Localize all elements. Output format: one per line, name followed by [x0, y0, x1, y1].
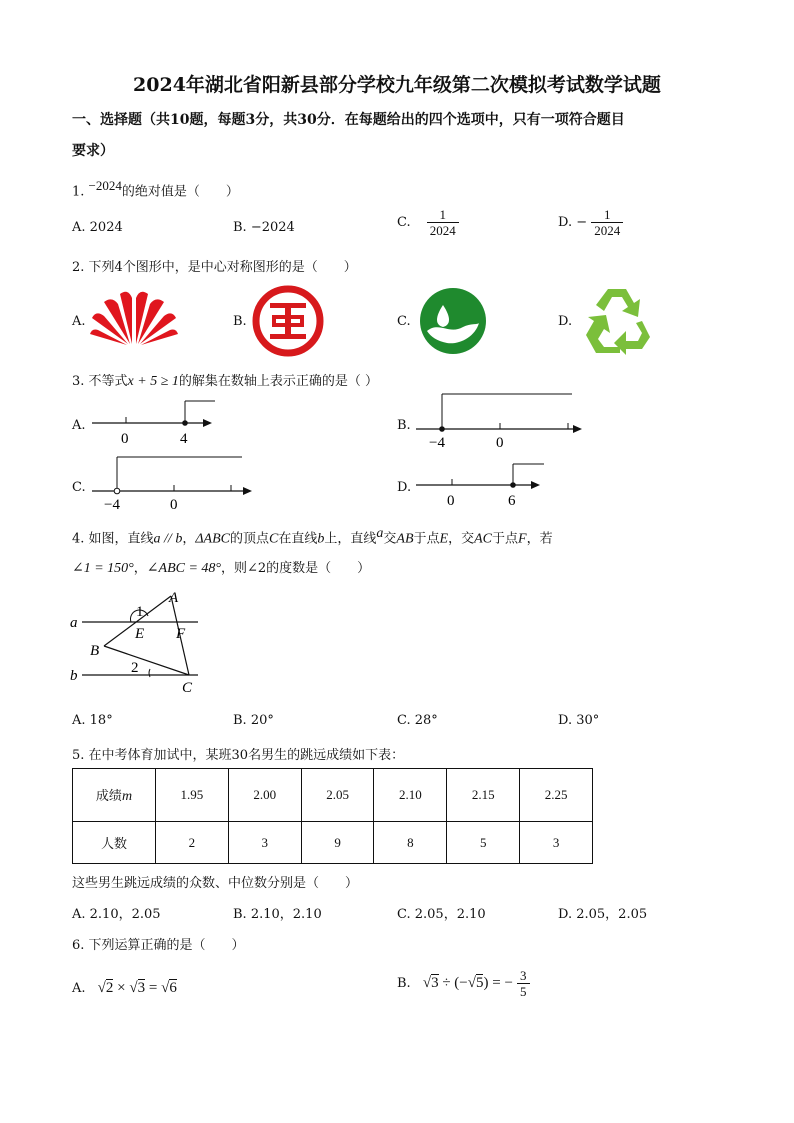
q3-option-a-label[interactable]: A. [72, 418, 86, 433]
question-1 [72, 178, 239, 199]
q4-math: AC [474, 531, 493, 547]
q5-option-a[interactable]: A. 2.10，2.05 [72, 907, 161, 922]
q1-option-c-label: C. [397, 215, 411, 230]
question-5: 5. 在中考体育加试中，某班30名男生的跳远成绩如下表： [72, 748, 405, 763]
fraction-numerator: 3 [517, 968, 530, 984]
q4-option-a[interactable]: A. 18° [72, 713, 113, 728]
operator: = [145, 980, 162, 996]
page-title: 2024年湖北省阳新县部分学校九年级第二次模拟考试数学试题 [133, 74, 661, 96]
fraction-numerator: 1 [427, 207, 459, 223]
q3-option-c-label[interactable]: C. [72, 480, 86, 495]
table-cell: 2.10 [374, 769, 447, 822]
q5-option-c[interactable]: C. 2.05，2.10 [397, 907, 486, 922]
radicand: 2 [105, 980, 114, 996]
angle-2-label: 2 [131, 660, 139, 676]
q4-geometry-figure [68, 586, 208, 698]
point-c-label: C [182, 680, 193, 696]
sqrt-symbol-icon: √ [129, 980, 138, 996]
q4-text: 4. 如图，直线 [72, 531, 154, 547]
q3-option-d-label[interactable]: D. [397, 480, 412, 495]
table-cell: 3 [228, 822, 301, 864]
q3-option-b-label[interactable]: B. [397, 418, 411, 433]
q6-option-b-fraction [517, 968, 530, 999]
line-b-label: b [70, 668, 78, 684]
operator: ÷ (− [438, 975, 468, 991]
radicand: 3 [137, 980, 146, 996]
icbc-logo-icon[interactable] [252, 285, 324, 357]
q5-after-text: 这些男生跳远成绩的众数、中位数分别是（ ） [72, 876, 359, 891]
q3-option-a-numberline[interactable] [90, 398, 220, 450]
radicand: 3 [431, 975, 439, 991]
table-header-cell: 人数 [73, 822, 156, 864]
q4-option-b[interactable]: B. 20° [233, 713, 274, 728]
radicand: 6 [169, 980, 177, 996]
sqrt-symbol-icon: √ [422, 975, 432, 991]
table-cell: 2 [156, 822, 229, 864]
question-4-line2 [72, 557, 370, 577]
q4-text: 的顶点 [230, 531, 270, 547]
sqrt-symbol-icon: √ [467, 975, 476, 991]
tick-label: 0 [496, 435, 504, 450]
q2-option-b-label[interactable]: B. [233, 314, 247, 329]
fraction-denominator: 2024 [429, 223, 456, 238]
table-cell: 1.95 [156, 769, 229, 822]
fraction-denominator: 2024 [594, 223, 621, 238]
score-table [72, 768, 593, 864]
table-cell: 2.05 [301, 769, 374, 822]
q5-option-b[interactable]: B. 2.10，2.10 [233, 907, 322, 922]
operator: × [113, 980, 130, 996]
radicand: 5 [475, 975, 484, 991]
q6-option-b[interactable] [397, 968, 530, 999]
q2-option-c-label[interactable]: C. [397, 314, 411, 329]
q6-option-a-label: A. [72, 981, 86, 996]
table-cell: 8 [374, 822, 447, 864]
q4-text: ，交 [448, 531, 475, 547]
angle-1-label: 1 [136, 604, 144, 620]
q4-text: ，则∠2的度数是（ ） [221, 561, 371, 576]
question-6: 6. 下列运算正确的是（ ） [72, 938, 245, 953]
tick-label: −4 [104, 497, 120, 513]
q4-text: 于点 [492, 531, 519, 547]
q4-angle-1: ∠1 = 150° [72, 561, 134, 576]
table-cell: 2.00 [228, 769, 301, 822]
green-water-logo-icon[interactable] [419, 287, 487, 355]
q4-text: ，若 [526, 531, 553, 547]
q6-option-a[interactable] [72, 980, 177, 997]
q4-math: F [518, 531, 527, 547]
tick-label: 0 [121, 431, 129, 447]
q4-text: 上，直线 [324, 531, 377, 547]
q3-option-d-numberline[interactable] [414, 460, 549, 512]
section-heading-line1: 一、选择题（共10题，每题3分，共30分．在每题给出的四个选项中，只有一项符合题目 [72, 112, 625, 128]
table-header-cell [73, 769, 156, 822]
q1-option-c[interactable] [397, 207, 459, 238]
q4-math: E [439, 531, 449, 547]
fraction-denominator: 5 [520, 984, 527, 999]
point-f-label: F [176, 626, 186, 642]
q3-option-c-numberline[interactable] [90, 452, 260, 514]
fraction-numerator: 1 [591, 207, 623, 223]
point-e-label: E [135, 626, 145, 642]
q1-option-a[interactable]: A. 2024 [72, 220, 123, 235]
q1-option-d[interactable] [558, 207, 623, 238]
q4-angle-abc: ∠ABC = 48° [146, 561, 222, 576]
q5-option-d[interactable]: D. 2.05，2.05 [558, 907, 648, 922]
q1-number: 1. [72, 184, 85, 200]
table-row [73, 822, 593, 864]
q1-option-d-label: D. − [558, 215, 588, 230]
table-cell: 9 [301, 822, 374, 864]
table-cell: 2.15 [447, 769, 520, 822]
table-row [73, 769, 593, 822]
q4-math: AB [396, 531, 414, 547]
q4-math: b [317, 531, 325, 547]
row-head-text: 成绩 [95, 788, 122, 803]
table-cell: 2.25 [520, 769, 593, 822]
tick-label: −4 [429, 435, 445, 450]
q4-math: a // b [153, 531, 183, 547]
q4-option-d[interactable]: D. 30° [558, 713, 600, 728]
q4-text: 在直线 [278, 531, 318, 547]
huawei-logo-icon[interactable] [90, 288, 178, 346]
tick-label: 0 [170, 497, 178, 513]
recycle-logo-icon[interactable] [582, 285, 654, 355]
q4-math: a [376, 526, 384, 541]
tick-label: 4 [180, 431, 188, 447]
sqrt-symbol-icon: √ [161, 980, 170, 996]
q1-expression: −2024 [88, 178, 122, 193]
q4-text: 交 [383, 531, 397, 547]
point-a-label: A [169, 590, 179, 606]
q3-option-b-numberline[interactable] [414, 390, 589, 450]
section-heading-line2: 要求） [72, 143, 114, 159]
question-3 [72, 370, 378, 390]
q4-option-c[interactable]: C. 28° [397, 713, 438, 728]
q4-text: ， [133, 561, 147, 576]
q3-text-pre: 3. 不等式 [72, 374, 128, 389]
operator: ) = − [483, 975, 513, 991]
q1-option-d-fraction [591, 207, 623, 238]
q4-text: 于点 [413, 531, 440, 547]
q4-math: ΔABC [195, 531, 231, 547]
tick-label: 0 [447, 493, 455, 509]
table-cell: 5 [447, 822, 520, 864]
q3-inequality: x + 5 ≥ 1 [127, 374, 179, 389]
q1-text: 的绝对值是（ ） [121, 184, 239, 200]
q1-option-c-fraction [427, 207, 459, 238]
question-2: 2. 下列4个图形中，是中心对称图形的是（ ） [72, 260, 357, 275]
q4-math: C [269, 531, 279, 547]
q2-option-a-label[interactable]: A. [72, 314, 86, 329]
question-4-line1 [72, 526, 553, 547]
table-cell: 3 [520, 822, 593, 864]
row-head-unit: m [121, 789, 133, 804]
q6-option-b-label: B. [397, 976, 411, 991]
tick-label: 6 [508, 493, 516, 509]
sqrt-symbol-icon: √ [97, 980, 106, 996]
q4-text: ， [182, 531, 196, 547]
line-a-label: a [70, 615, 78, 631]
q3-text-post: 的解集在数轴上表示正确的是（ ） [178, 374, 379, 389]
q2-option-d-label[interactable]: D. [558, 314, 573, 329]
point-b-label: B [90, 643, 100, 659]
q1-option-b[interactable]: B. −2024 [233, 220, 295, 235]
